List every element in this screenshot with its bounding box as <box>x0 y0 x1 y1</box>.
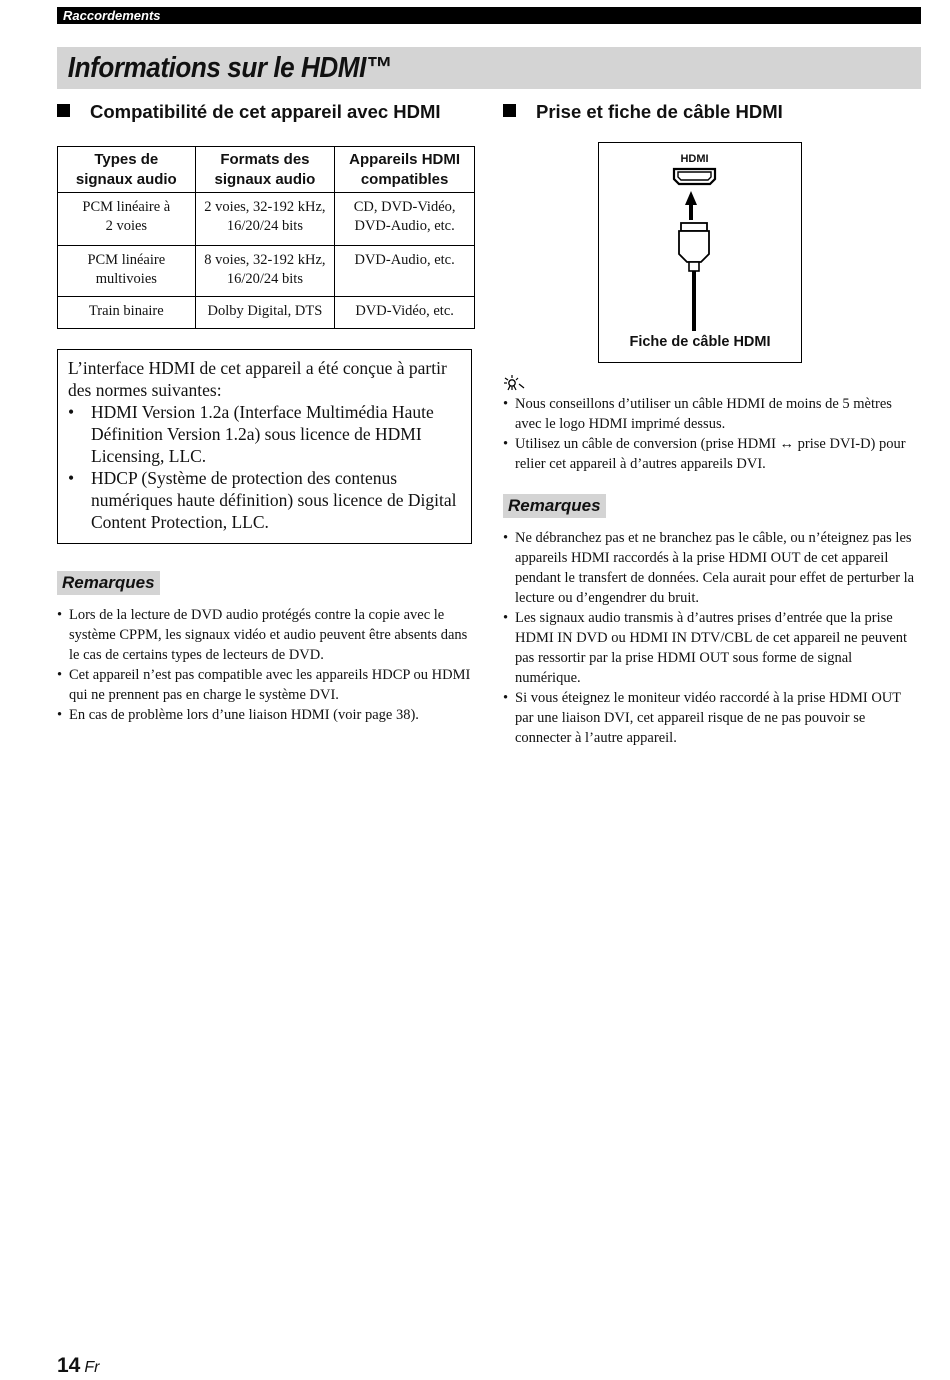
bullet-icon: • <box>68 468 75 488</box>
table-row <box>58 193 475 246</box>
list-item-text: Utilisez un câble de conversion (prise HDMI ↔ prise DVI-D) pour relier cet appareil à d’autres appareils DVI. <box>515 436 906 472</box>
header-line: Appareils HDMI compatibles <box>349 150 461 188</box>
note-item-text: HDCP (Système de protection des contenus numériques haute définition) sous licence de Digital Content Protection, LLC. <box>91 468 457 532</box>
remarques-label-right: Remarques <box>503 494 606 518</box>
list-item-text: Ne débranchez pas et ne branchez pas le câble, ou n’éteignez pas les appareils HDMI raccordés à la prise HDMI OUT de cet appareil pendant le transfert de données. Cela aurait pour effet de perturber la lecture ou d’engendrer du bruit. <box>515 530 915 606</box>
remarques-list-left <box>57 605 473 725</box>
note-item-text: HDMI Version 1.2a (Interface Multimédia Haute Définition Version 1.2a) sous licence de HDMI Licensing, LLC. <box>91 402 434 466</box>
hdmi-jack-label: HDMI <box>680 153 709 165</box>
list-item <box>503 528 921 608</box>
note-item <box>68 467 463 533</box>
page-number <box>57 1354 99 1380</box>
table-cell: 8 voies, 32-192 kHz, 16/20/24 bits <box>195 246 335 297</box>
bullet-icon: • <box>503 530 509 546</box>
note-list <box>68 401 463 533</box>
list-item <box>503 688 921 748</box>
header-line: Formats des signaux audio <box>214 150 316 188</box>
note-item <box>68 401 463 467</box>
bullet-icon: • <box>503 396 509 412</box>
bullet-icon: • <box>57 607 63 623</box>
table-cell: DVD-Audio, etc. <box>335 246 475 297</box>
list-item-text: Les signaux audio transmis à d’autres prises d’entrée que la prise HDMI IN DVD ou HDMI IN DTV/CBL de cet appareil ne peuvent pas ressortir par la prise HDMI OUT sous forme de signal numérique. <box>515 610 908 686</box>
subhead-plug-text: Prise et fiche de câble HDMI <box>536 101 783 122</box>
table-row <box>58 246 475 297</box>
list-item <box>57 705 473 725</box>
list-item <box>57 605 473 665</box>
list-item-text: Nous conseillons d’utiliser un câble HDMI de moins de 5 mètres avec le logo HDMI imprimé dessus. <box>515 396 892 432</box>
list-item-text: Cet appareil n’est pas compatible avec les appareils HDCP ou HDMI qui ne prennent pas en charge le système DVI. <box>69 667 471 703</box>
list-item <box>503 434 921 474</box>
table-cell: Dolby Digital, DTS <box>195 297 335 329</box>
table-header <box>335 147 475 193</box>
square-bullet-icon <box>57 104 70 117</box>
compatibility-table <box>57 146 475 329</box>
table-header <box>58 147 196 193</box>
list-item <box>503 394 921 434</box>
section-header: Raccordements <box>57 7 921 24</box>
hdmi-plug-figure <box>598 142 802 363</box>
remarques-label-left: Remarques <box>57 571 160 595</box>
remarques-list-right <box>503 528 921 748</box>
table-header-row <box>58 147 475 193</box>
square-bullet-icon <box>503 104 516 117</box>
table-cell: CD, DVD-Vidéo, DVD-Audio, etc. <box>335 193 475 246</box>
bullet-icon: • <box>503 690 509 706</box>
table-cell: 2 voies, 32-192 kHz, 16/20/24 bits <box>195 193 335 246</box>
bullet-icon: • <box>57 667 63 683</box>
subhead-compatibility <box>57 101 441 123</box>
list-item <box>503 608 921 688</box>
subhead-compatibility-text: Compatibilité de cet appareil avec HDMI <box>90 101 441 122</box>
bullet-icon: • <box>503 610 509 626</box>
table-row <box>58 297 475 329</box>
table-cell: DVD-Vidéo, etc. <box>335 297 475 329</box>
bullet-icon: • <box>503 436 509 452</box>
list-item <box>57 665 473 705</box>
subhead-plug <box>503 101 783 123</box>
standards-note-box <box>57 349 472 544</box>
list-item-text: Si vous éteignez le moniteur vidéo raccordé à la prise HDMI OUT par une liaison DVI, cet appareil risque de ne pas pouvoir se connecter à l’autre appareil. <box>515 690 901 746</box>
figure-caption: Fiche de câble HDMI <box>629 334 771 350</box>
table-header <box>195 147 335 193</box>
lightbulb-icon <box>503 375 525 391</box>
table-cell: Train binaire <box>58 297 196 329</box>
hdmi-plug-illustration <box>599 143 803 364</box>
list-item-text: Lors de la lecture de DVD audio protégés contre la copie avec le système CPPM, les signaux vidéo et audio peuvent être absents dans le cas de certains types de lecteurs de DVD. <box>69 607 468 663</box>
note-intro: L’interface HDMI de cet appareil a été conçue à partir des normes suivantes: <box>68 358 447 400</box>
page-number-value: 14 <box>57 1354 81 1377</box>
list-item-text: En cas de problème lors d’une liaison HDMI (voir page 38). <box>69 707 419 723</box>
header-line: Types de signaux audio <box>75 150 177 188</box>
page-language: Fr <box>84 1359 100 1376</box>
title-band <box>57 47 921 89</box>
table-cell: PCM linéaire à 2 voies <box>58 193 196 246</box>
table-cell: PCM linéaire multivoies <box>58 246 196 297</box>
bullet-icon: • <box>68 402 75 422</box>
tips-list <box>503 394 921 474</box>
bullet-icon: • <box>57 707 63 723</box>
page-title: Informations sur le HDMI™ <box>67 52 392 84</box>
